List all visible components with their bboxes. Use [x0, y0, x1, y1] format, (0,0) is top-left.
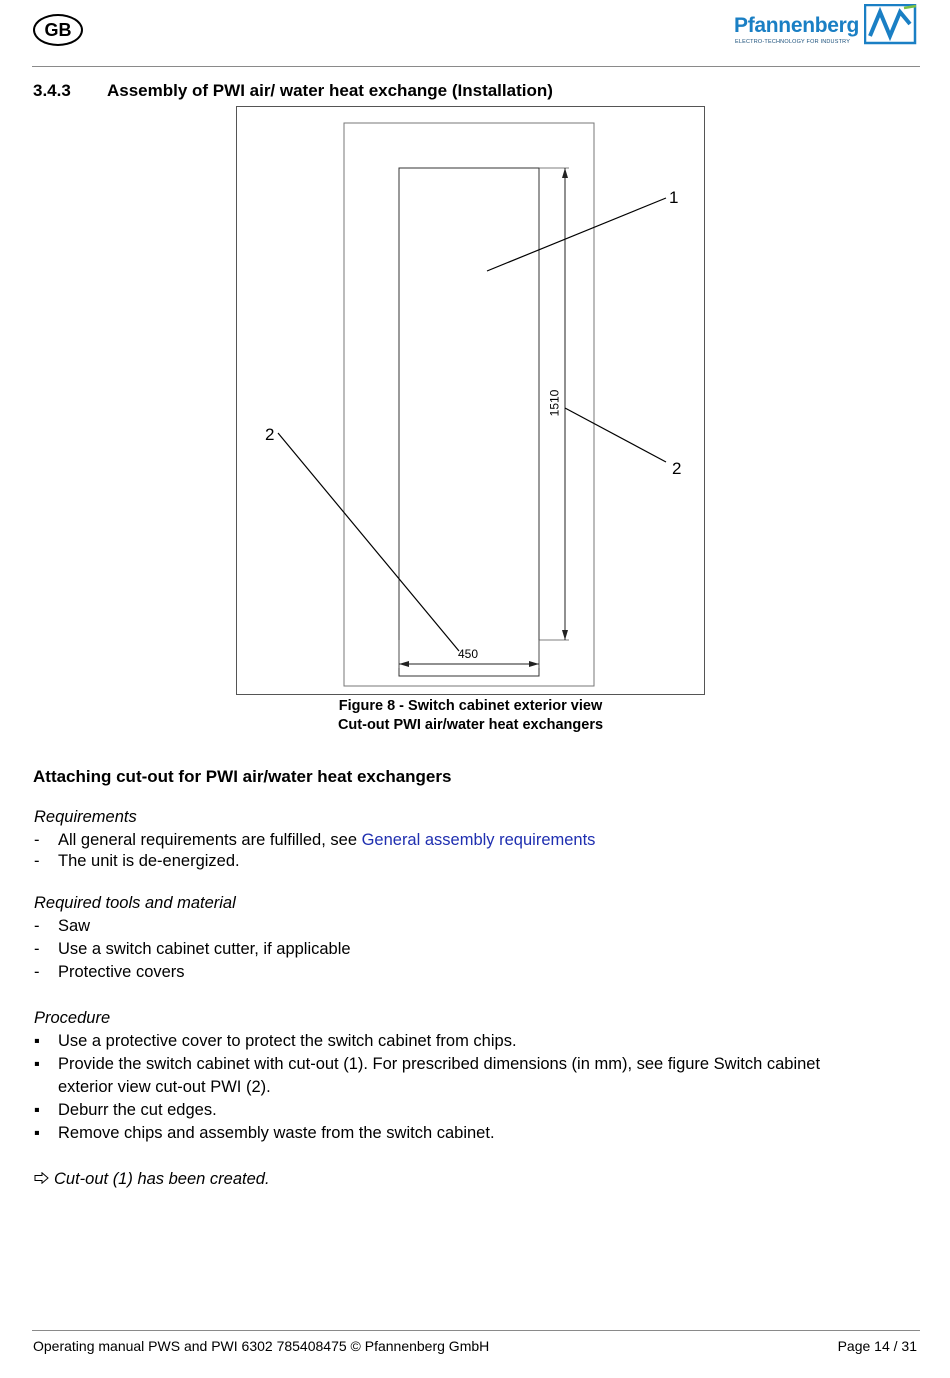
procedure-text: Deburr the cut edges.	[58, 1101, 217, 1119]
footer-divider	[32, 1330, 920, 1331]
requirements-title: Requirements	[34, 808, 137, 826]
procedure-text: Provide the switch cabinet with cut-out (1). For prescribed dimensions (in mm), see figure Switch cabinet	[58, 1055, 821, 1073]
cabinet-drawing	[236, 106, 705, 695]
list-item: - Saw	[34, 917, 91, 935]
pfannenberg-logo	[734, 4, 919, 48]
list-item: - The unit is de-energized.	[34, 852, 240, 870]
tool-text: Use a switch cabinet cutter, if applicable	[58, 940, 351, 958]
logo-wave-icon	[864, 4, 918, 46]
dimension-width: 450	[458, 647, 479, 661]
list-item: - Protective covers	[34, 963, 185, 981]
section-title: Assembly of PWI air/ water heat exchange (Installation)	[107, 81, 553, 100]
page-number: Page 14 / 31	[837, 1338, 917, 1354]
list-item: ▪ Provide the switch cabinet with cut-out (1). For prescribed dimensions (in mm), see figure Switch cabinet	[34, 1055, 821, 1073]
list-item: ▪ Remove chips and assembly waste from the switch cabinet.	[34, 1124, 495, 1142]
result-arrow-icon	[34, 1172, 50, 1184]
callout-1: 1	[669, 188, 679, 207]
language-badge: GB	[33, 14, 83, 46]
figure-caption-line1: Figure 8 - Switch cabinet exterior view	[338, 698, 603, 714]
tool-text: Protective covers	[58, 963, 185, 981]
list-item: - Use a switch cabinet cutter, if applicable	[34, 940, 351, 958]
header-divider	[32, 66, 920, 67]
procedure-text-continued: exterior view cut-out PWI (2).	[58, 1078, 271, 1096]
requirement-text: All general requirements are fulfilled, see	[58, 831, 362, 849]
list-item: ▪ Deburr the cut edges.	[34, 1101, 217, 1119]
general-assembly-link[interactable]: General assembly requirements	[361, 831, 596, 849]
callout-2-left: 2	[265, 425, 275, 444]
requirement-text: The unit is de-energized.	[58, 852, 240, 870]
callout-2-right: 2	[672, 459, 682, 478]
logo-tagline: ELECTRO-TECHNOLOGY FOR INDUSTRY	[735, 39, 851, 45]
result-line	[34, 1170, 270, 1189]
list-item: - All general requirements are fulfilled, see General assembly requirements	[34, 831, 596, 849]
procedure-title: Procedure	[34, 1009, 111, 1027]
logo-name: Pfannenberg	[734, 14, 860, 37]
procedure-text: Remove chips and assembly waste from the switch cabinet.	[58, 1124, 495, 1142]
footer-left: Operating manual PWS and PWI 6302 785408475 © Pfannenberg GmbH	[33, 1338, 490, 1354]
list-item: ▪ Use a protective cover to protect the switch cabinet from chips.	[34, 1032, 517, 1050]
figure-caption-line2: Cut-out PWI air/water heat exchangers	[337, 717, 604, 733]
tool-text: Saw	[58, 917, 91, 935]
tools-title: Required tools and material	[34, 894, 236, 912]
section-number: 3.4.3	[33, 81, 71, 100]
procedure-text: Use a protective cover to protect the switch cabinet from chips.	[58, 1032, 517, 1050]
result-text: Cut-out (1) has been created.	[54, 1170, 270, 1188]
dimension-height: 1510	[547, 389, 562, 417]
subsection-heading: Attaching cut-out for PWI air/water heat exchangers	[33, 767, 452, 786]
